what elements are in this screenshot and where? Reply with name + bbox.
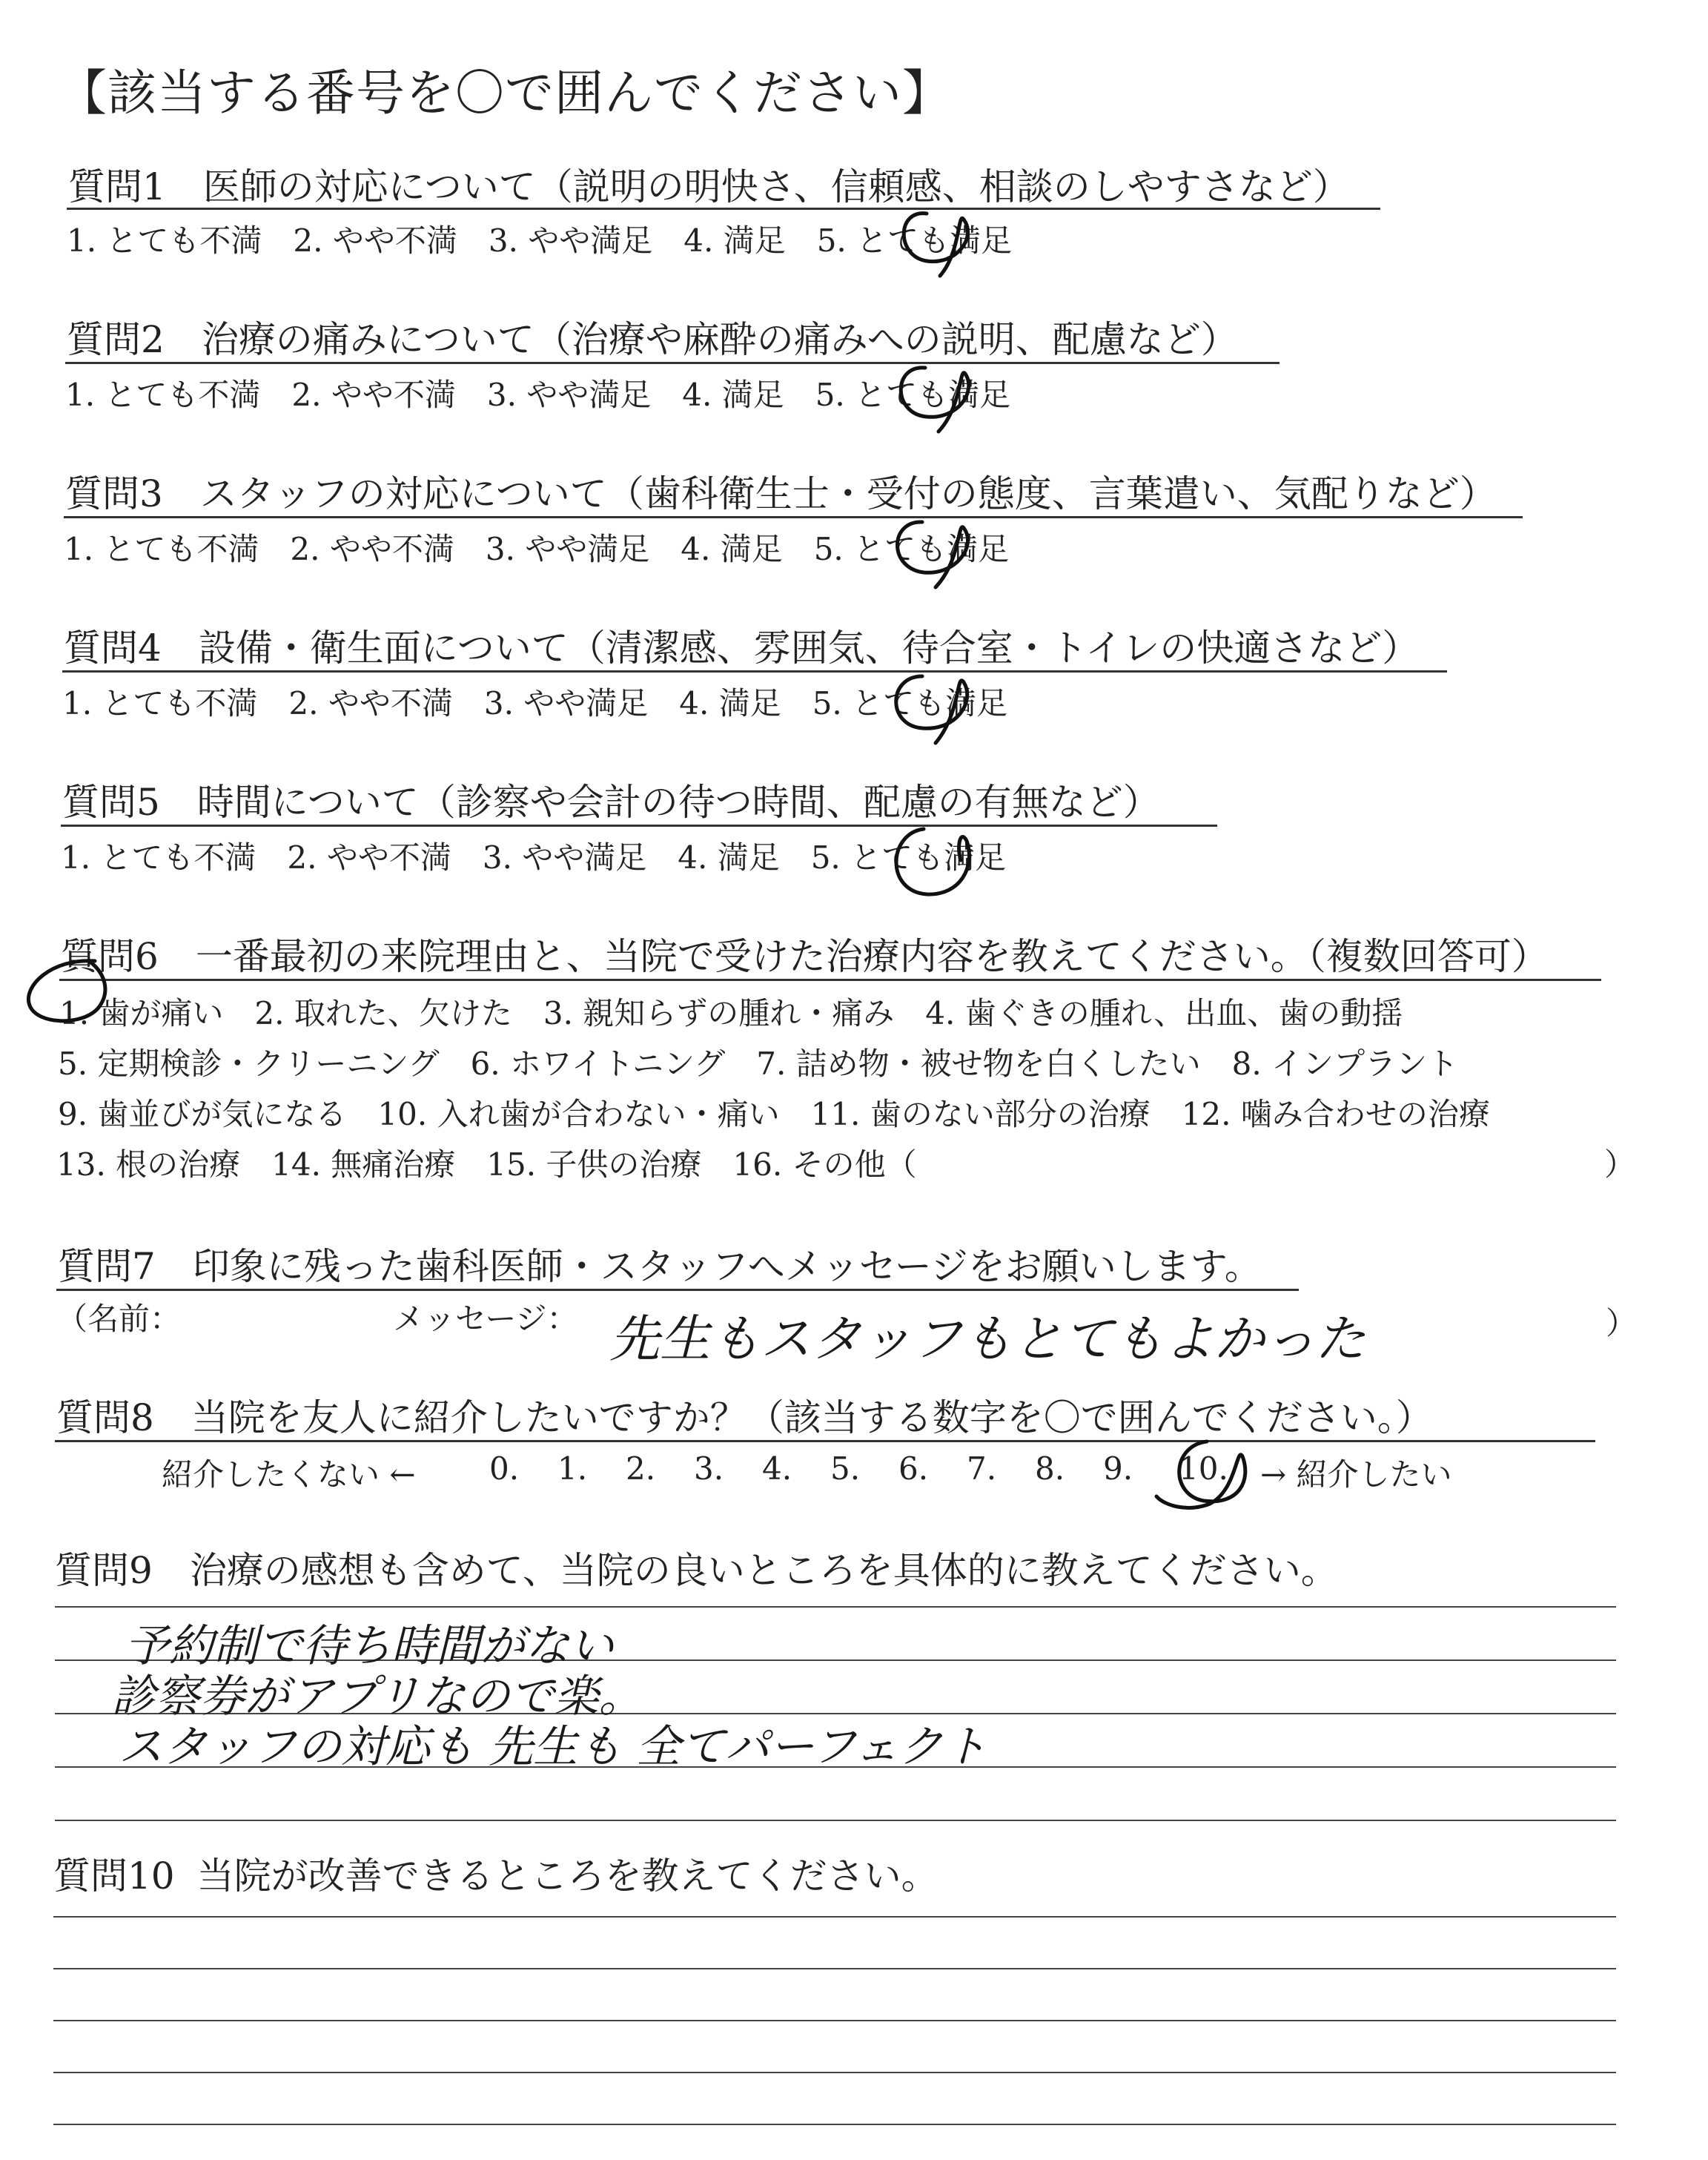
question-1-label: 質問1 xyxy=(68,165,166,208)
answer-circle-q4 xyxy=(896,676,967,743)
question-5-label: 質問5 xyxy=(62,781,160,824)
question-9-text: 治療の感想も含めて、当院の良いところを具体的に教えてください。 xyxy=(189,1549,1338,1592)
question-1-options[interactable]: 1. とても不満 2. やや不満 3. やや満足 4. 満足 5. とても満足 xyxy=(67,222,1013,259)
handwritten-answer-line-3: スタッフの対応も 先生も 全てパーフェクト xyxy=(119,1721,988,1773)
question-5-options[interactable]: 1. とても不満 2. やや不満 3. やや満足 4. 満足 5. とても満足 xyxy=(61,839,1007,876)
question-3-label: 質問3 xyxy=(65,472,163,515)
handwritten-answer-line-1: 予約制で待ち時間がない xyxy=(125,1620,614,1672)
question-3-text: スタッフの対応について（歯科衛生士・受付の態度、言葉遣い、気配りなど） xyxy=(199,472,1497,515)
question-8-text: 当院を友人に紹介したいですか？（該当する数字を〇で囲んでください。） xyxy=(191,1396,1433,1439)
question-6-row-2[interactable]: 5. 定期検診・クリーニング 6. ホワイトニング 7. 詰め物・被せ物を白くしたい 8. インプラント xyxy=(58,1046,1459,1082)
answer-circle-q1 xyxy=(904,214,967,276)
question-6-label: 質問6 xyxy=(61,935,159,978)
answer-circle-q2 xyxy=(901,368,969,432)
recommend-8[interactable]: 8. xyxy=(1035,1450,1065,1487)
recommend-3[interactable]: 3. xyxy=(694,1450,724,1487)
recommend-7[interactable]: 7. xyxy=(967,1450,997,1487)
answer-circle-q3 xyxy=(898,522,968,587)
question-10-label: 質問10 xyxy=(53,1855,175,1898)
handwritten-answer-line-2: 診察券がアプリなので楽。 xyxy=(111,1671,643,1723)
page-title: 【該当する番号を〇で囲んでください】 xyxy=(58,65,952,122)
recommend-10[interactable]: 10. xyxy=(1179,1450,1228,1487)
name-label: （名前： xyxy=(56,1301,182,1337)
question-6-row-4[interactable]: 13. 根の治療 14. 無痛治療 15. 子供の治療 16. その他（ xyxy=(56,1146,917,1183)
question-2-text: 治療の痛みについて（治療や麻酔の痛みへの説明、配慮など） xyxy=(201,318,1238,361)
recommend-6[interactable]: 6. xyxy=(898,1450,929,1487)
question-4-label: 質問4 xyxy=(64,627,162,670)
recommend-left-label: 紹介したくない ← xyxy=(162,1456,416,1493)
question-1-text: 医師の対応について（説明の明快さ、信頼感、相談のしやすさなど） xyxy=(202,165,1350,208)
answer-circle-q8 xyxy=(1156,1441,1245,1507)
handwritten-message: 先生もスタッフもとてもよかった xyxy=(609,1310,1366,1369)
recommend-9[interactable]: 9. xyxy=(1103,1450,1133,1487)
message-label: メッセージ： xyxy=(393,1301,578,1337)
question-6-text: 一番最初の来院理由と、当院で受けた治療内容を教えてください。（複数回答可） xyxy=(195,935,1549,978)
question-6-row-1[interactable]: 1. 歯が痛い 2. 取れた、欠けた 3. 親知らずの腫れ・痛み 4. 歯ぐきの腫れ、出血、歯の動揺 xyxy=(59,995,1403,1031)
recommend-right-label: → 紹介したい xyxy=(1260,1456,1452,1493)
question-2-label: 質問2 xyxy=(67,318,165,361)
message-close-paren: ） xyxy=(1606,1305,1638,1341)
question-3-options[interactable]: 1. とても不満 2. やや不満 3. やや満足 4. 満足 5. とても満足 xyxy=(64,531,1010,567)
question-9-label: 質問9 xyxy=(55,1549,153,1592)
question-6-close-paren: ） xyxy=(1604,1146,1636,1183)
question-10-text: 当院が改善できるところを教えてください。 xyxy=(196,1855,939,1898)
recommend-1[interactable]: 1. xyxy=(557,1450,588,1487)
question-7-text: 印象に残った歯科医師・スタッフへメッセージをお願いします。 xyxy=(192,1245,1262,1288)
answer-circle-q5 xyxy=(896,829,969,894)
question-7-label: 質問7 xyxy=(58,1245,156,1288)
answer-circle-q6 xyxy=(28,961,105,1021)
question-5-text: 時間について（診察や会計の待つ時間、配慮の有無など） xyxy=(196,781,1160,824)
recommend-0[interactable]: 0. xyxy=(489,1450,520,1487)
recommend-2[interactable]: 2. xyxy=(626,1450,656,1487)
question-4-text: 設備・衛生面について（清潔感、雰囲気、待合室・トイレの快適さなど） xyxy=(198,627,1420,670)
question-4-options[interactable]: 1. とても不満 2. やや不満 3. やや満足 4. 満足 5. とても満足 xyxy=(62,685,1008,721)
question-6-row-3[interactable]: 9. 歯並びが気になる 10. 入れ歯が合わない・痛い 11. 歯のない部分の治療 12. 噛み合わせの治療 xyxy=(58,1096,1490,1132)
recommend-5[interactable]: 5. xyxy=(830,1450,861,1487)
question-2-options[interactable]: 1. とても不満 2. やや不満 3. やや満足 4. 満足 5. とても満足 xyxy=(65,377,1011,413)
recommend-4[interactable]: 4. xyxy=(762,1450,792,1487)
question-8-label: 質問8 xyxy=(56,1396,154,1439)
